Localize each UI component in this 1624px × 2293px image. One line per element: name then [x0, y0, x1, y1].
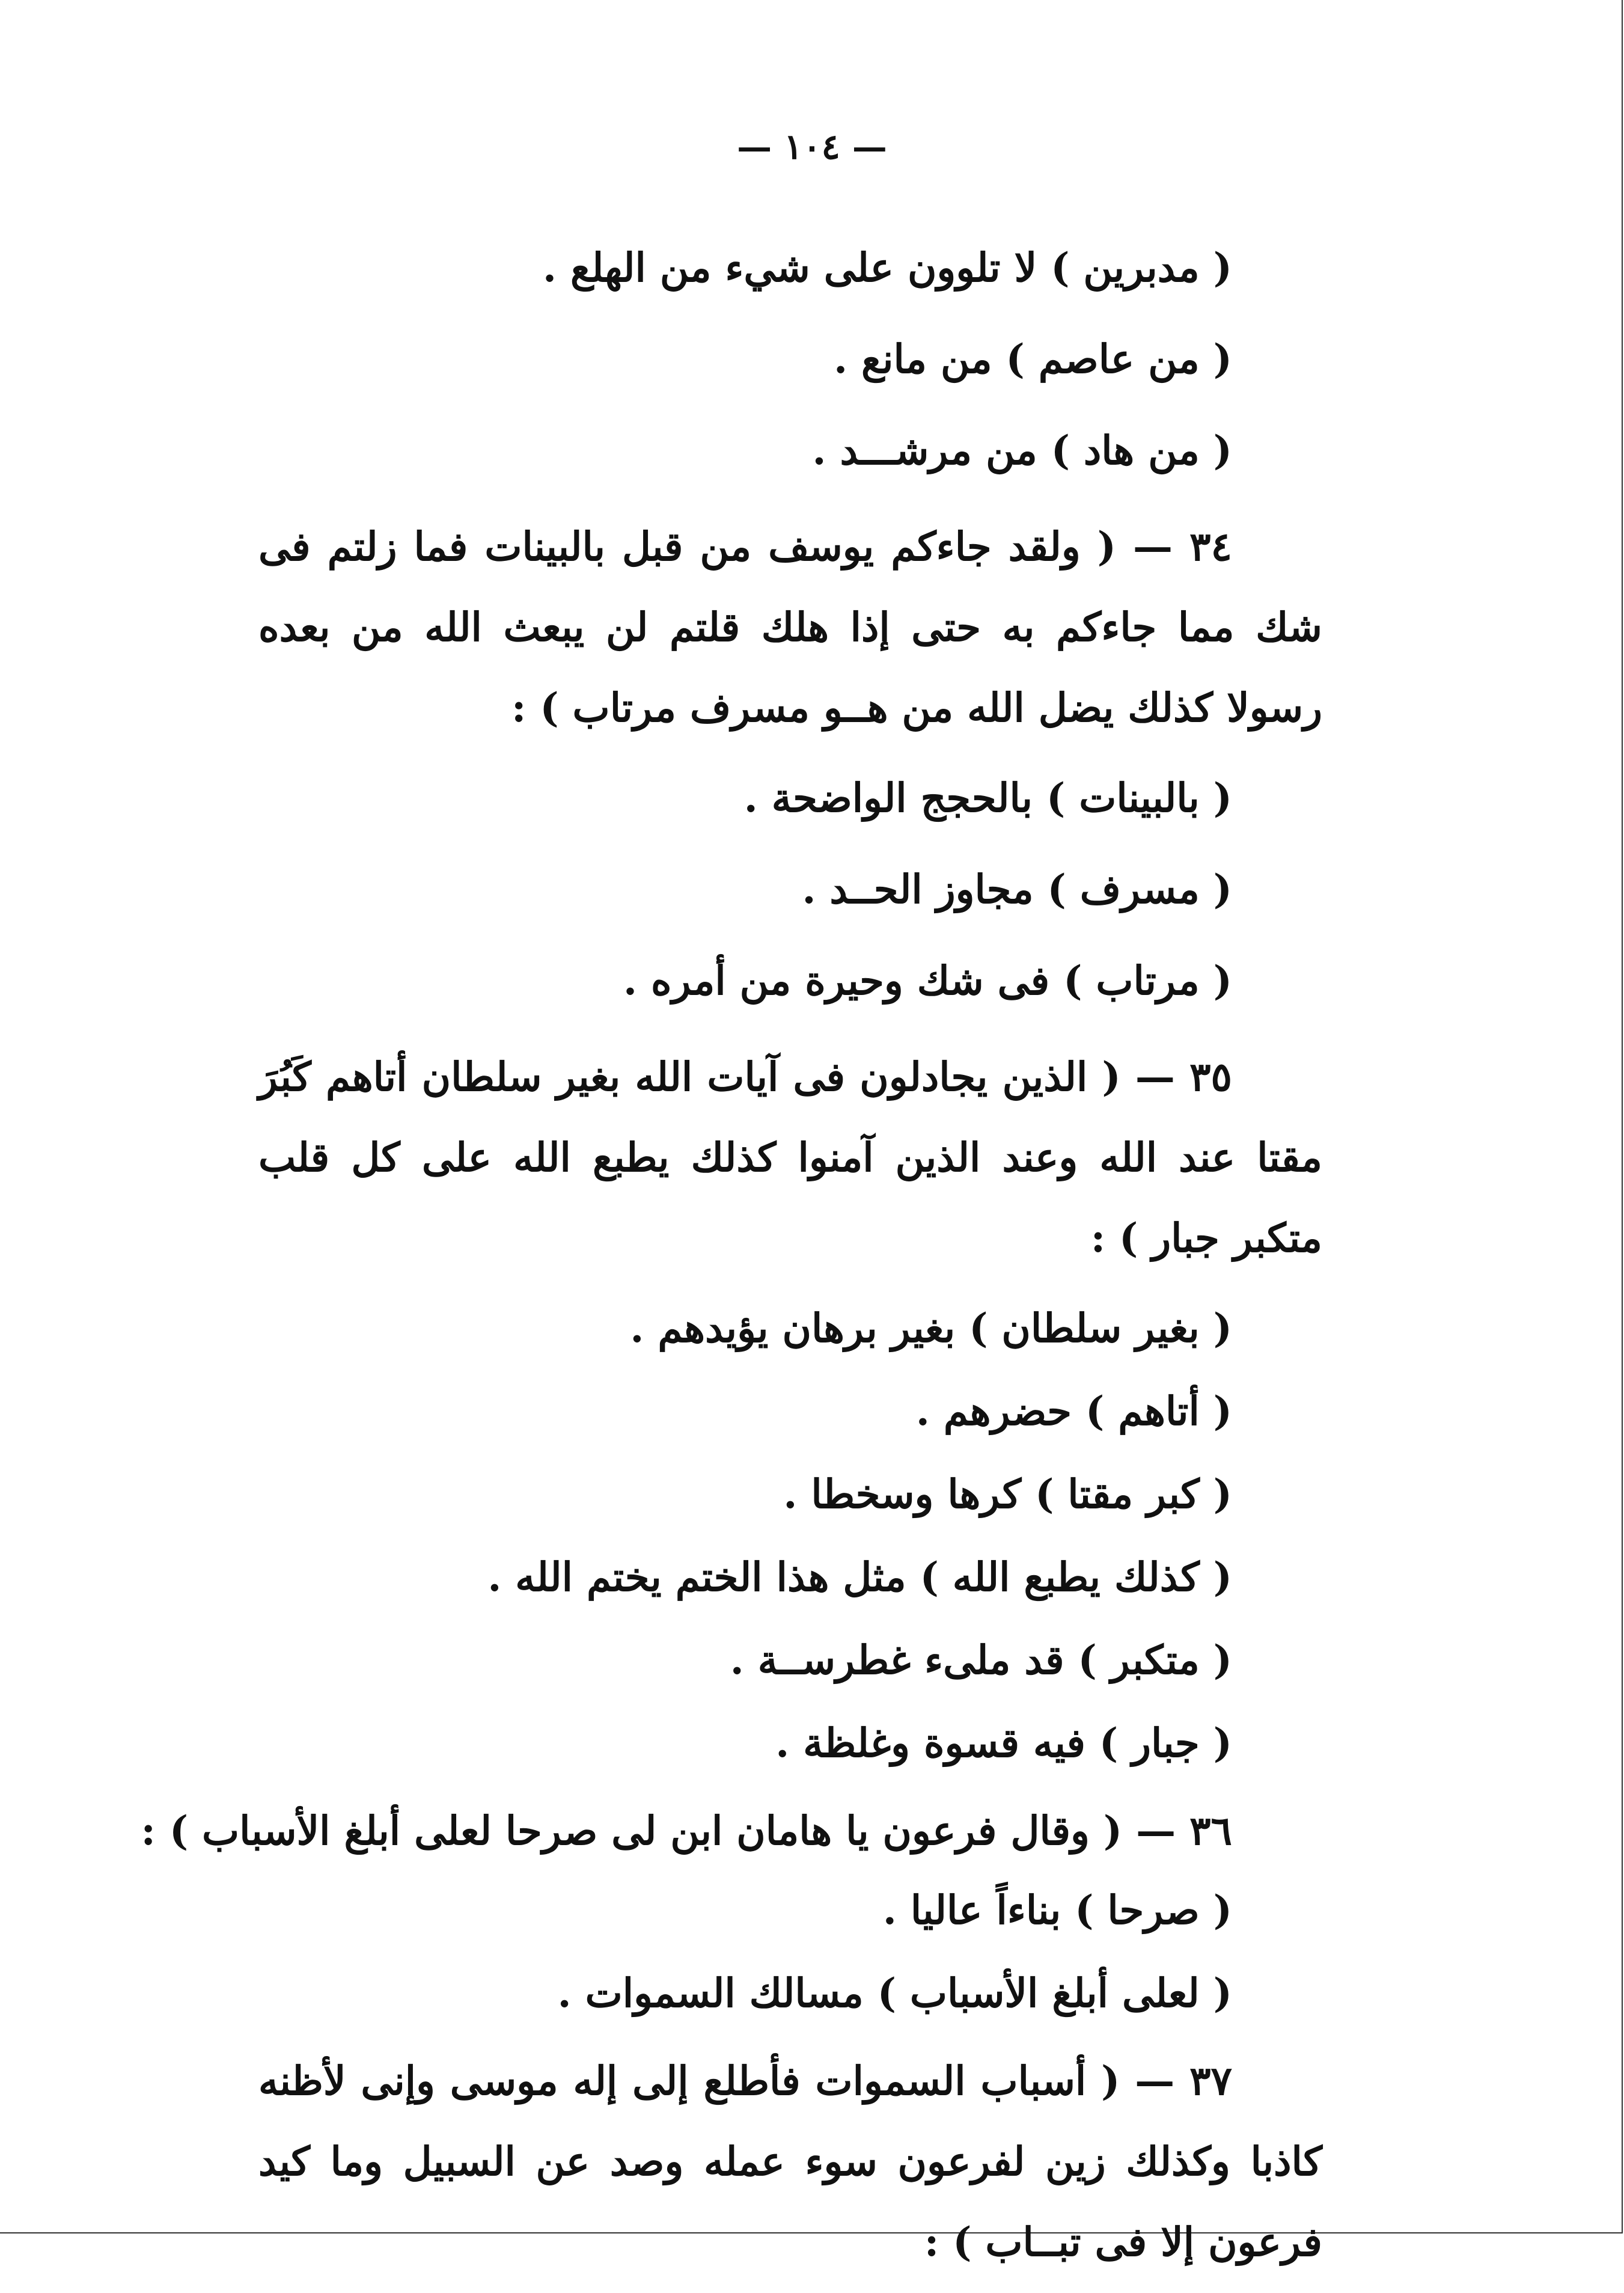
gloss-line: ( صرحا ) بناءاً عاليا . [882, 1887, 1232, 1933]
gloss-line: ( مدبرين ) لا تلوون على شيء من الهلع . [543, 244, 1232, 291]
page-body [141, 228, 1322, 2293]
verse-paragraph: ٣٥ — ( الذين يجادلون فى آيات الله بغير سلطان أتاهم كَبُرَ مقتا عند الله وعند الذين آمنوا كذلك يطبع الله على كل قلب متكبر جبار ) : [258, 1053, 1322, 1261]
gloss-line: ( متكبر ) قد ملىء غطرســة . [730, 1636, 1232, 1683]
verse-paragraph: ٣٦ — ( وقال فرعون يا هامان ابن لى صرحا لعلى أبلغ الأسباب ) : [141, 1807, 1232, 1854]
gloss-line: ( أتاهم ) حضرهم . [915, 1388, 1232, 1434]
gloss-line: ( كذلك يطبع الله ) مثل هذا الختم يختم الله . [487, 1554, 1232, 1600]
gloss-line: ( لعلى أبلغ الأسباب ) مسالك السموات . [557, 1970, 1232, 2016]
gloss-line: ( من هاد ) من مرشـــد . [812, 427, 1232, 474]
gloss-line: ( مسرف ) مجاوز الحــد . [802, 866, 1232, 913]
gloss-line: ( مرتاب ) فى شك وحيرة من أمره . [623, 957, 1232, 1004]
page-number: — ١٠٤ — [737, 126, 887, 167]
gloss-line: ( بغير سلطان ) بغير برهان يؤيدهم . [630, 1305, 1232, 1352]
gloss-line: ( بالبينات ) بالحجج الواضحة . [743, 774, 1232, 821]
verse-paragraph: ٣٧ — ( أسباب السموات فأطلع إلى إله موسى وإنى لأظنه كاذبا وكذلك زين لفرعون سوء عمله وصد عن السبيل وما كيد فرعون إلا فى تبــاب ) : [258, 2057, 1322, 2265]
verse-paragraph: ٣٤ — ( ولقد جاءكم يوسف من قبل بالبينات فما زلتم فى شك مما جاءكم به حتى إذا هلك قلتم لن يبعث الله من بعده رسولا كذلك يضل الله من هــو مسرف مرتاب ) : [258, 523, 1322, 731]
gloss-line: ( من عاصم ) من مانع . [834, 335, 1232, 382]
gloss-line: ( جبار ) فيه قسوة وغلظة . [775, 1719, 1232, 1766]
gloss-line: ( كبر مقتا ) كرها وسخطا . [783, 1471, 1232, 1517]
